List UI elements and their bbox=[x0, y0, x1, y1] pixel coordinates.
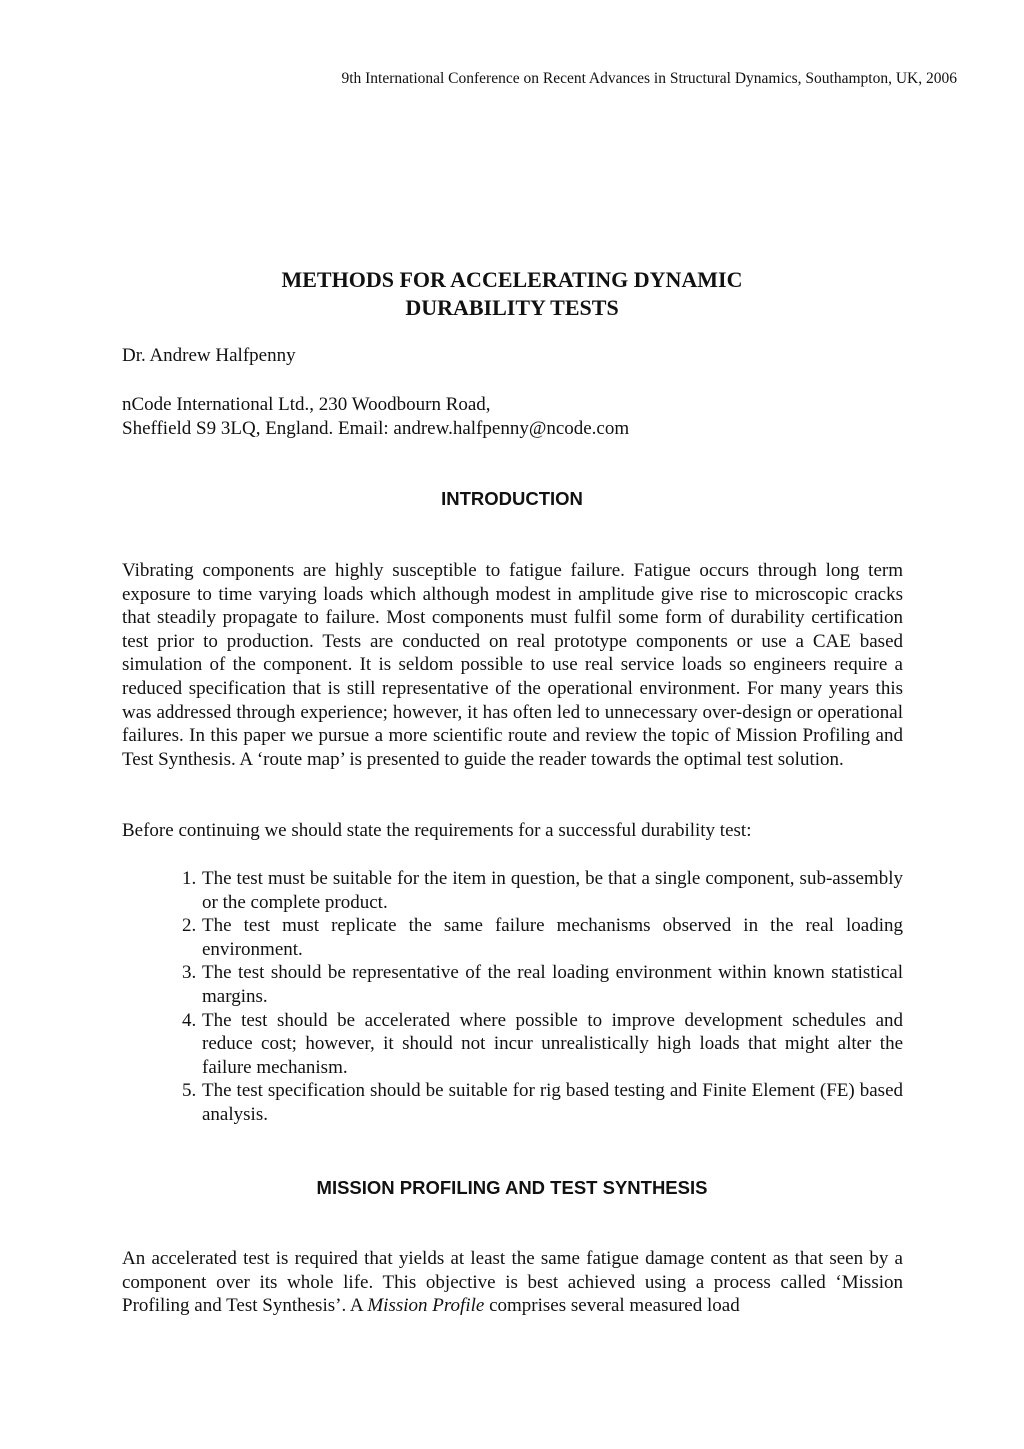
requirement-number: 2. bbox=[182, 915, 197, 937]
mission-profiling-heading: MISSION PROFILING AND TEST SYNTHESIS bbox=[316, 1177, 708, 1198]
requirement-item bbox=[122, 1009, 903, 1080]
requirement-item bbox=[122, 1079, 903, 1126]
requirement-item bbox=[122, 961, 903, 1008]
requirement-text: The test should be accelerated where possible to improve development schedules and reduce cost; however, it should not incur unrealistically high loads that might alter the failure mechanism. bbox=[202, 1009, 903, 1078]
mission-profile-term: Mission Profile bbox=[367, 1295, 485, 1317]
mission-profiling-text-end: comprises several measured load bbox=[484, 1295, 740, 1317]
requirement-number: 4. bbox=[182, 1009, 197, 1031]
introduction-heading: INTRODUCTION bbox=[441, 488, 583, 509]
requirement-number: 3. bbox=[182, 962, 197, 984]
affiliation-line-1: nCode International Ltd., 230 Woodbourn Road, bbox=[122, 394, 491, 415]
requirement-item bbox=[122, 914, 903, 961]
requirement-text: The test must replicate the same failure mechanisms observed in the real loading environment. bbox=[202, 915, 903, 960]
affiliation-line-2: Sheffield S9 3LQ, England. Email: andrew.halfpenny@ncode.com bbox=[122, 418, 630, 439]
introduction-paragraph-2: Before continuing we should state the requirements for a successful durability test: bbox=[122, 820, 752, 841]
mission-profiling-text-start: An accelerated test is required that yields at least the same fatigue damage content as that seen by a component over its whole life. This objective is best achieved using a process called ‘Mission Profiling and Test Synthesis’. A bbox=[122, 1248, 903, 1317]
requirement-text: The test must be suitable for the item in question, be that a single component, sub-assembly or the complete product. bbox=[202, 868, 903, 913]
requirement-item bbox=[122, 867, 903, 914]
mission-profiling-paragraph bbox=[122, 1247, 903, 1318]
requirement-text: The test specification should be suitable for rig based testing and Finite Element (FE) based analysis. bbox=[202, 1080, 903, 1125]
requirement-number: 5. bbox=[182, 1080, 197, 1102]
running-header: 9th International Conference on Recent Advances in Structural Dynamics, Southampton, UK, 2006 bbox=[341, 70, 957, 87]
introduction-paragraph-1: Vibrating components are highly susceptible to fatigue failure. Fatigue occurs through long term exposure to time varying loads which although modest in amplitude give rise to microscopic cracks that steadily propagate to failure. Most components must fulfil some form of durability certification test prior to production. Tests are conducted on real prototype components or use a CAE based simulation of the component. It is seldom possible to use real service loads so engineers require a reduced specification that is still representative of the operational environment. For many years this was addressed through experience; however, it has often led to unnecessary over-design or operational failures. In this paper we pursue a more scientific route and review the topic of Mission Profiling and Test Synthesis. A ‘route map’ is presented to guide the reader towards the optimal test solution. bbox=[122, 560, 903, 770]
author-name: Dr. Andrew Halfpenny bbox=[122, 345, 296, 366]
author-affiliation bbox=[122, 393, 629, 441]
paper-title-line-2: DURABILITY TESTS bbox=[405, 295, 619, 320]
requirement-text: The test should be representative of the real loading environment within known statistical margins. bbox=[202, 962, 903, 1007]
requirements-list bbox=[122, 867, 903, 1127]
paper-title bbox=[0, 266, 1024, 322]
paper-title-line-1: METHODS FOR ACCELERATING DYNAMIC bbox=[281, 267, 743, 292]
requirement-number: 1. bbox=[182, 868, 197, 889]
